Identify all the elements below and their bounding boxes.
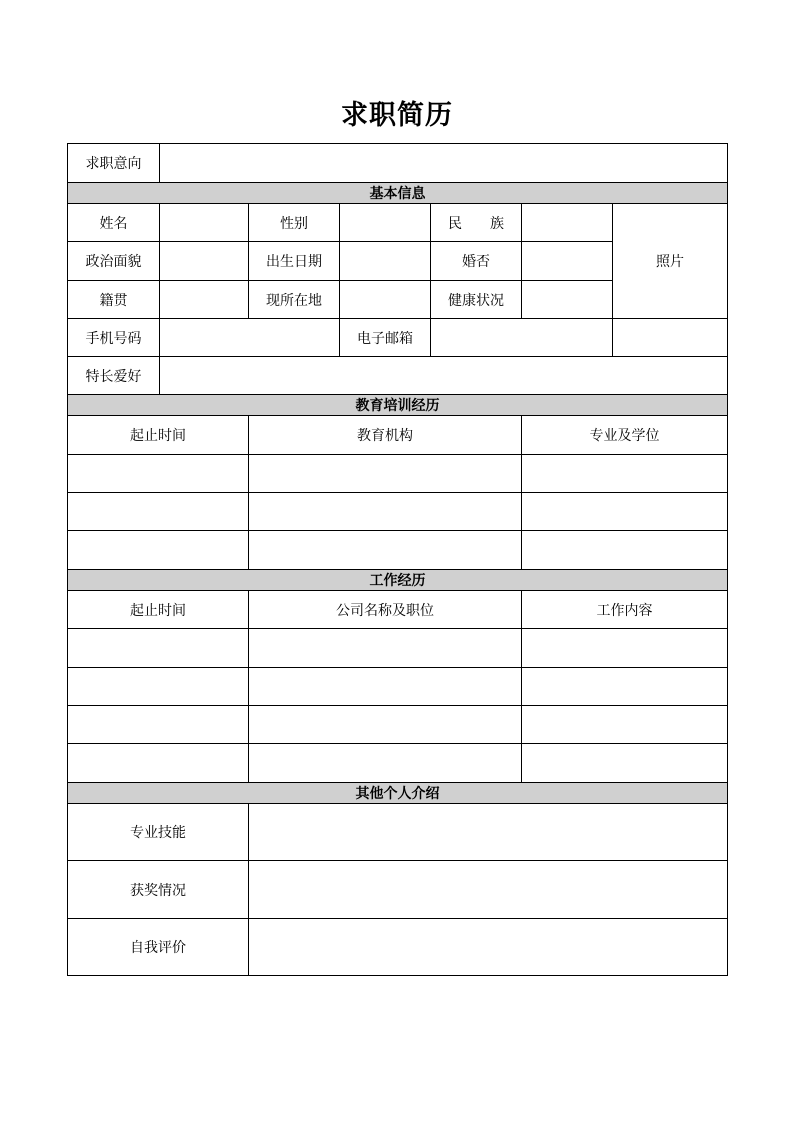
email-label: 电子邮箱 (340, 319, 431, 357)
education-cell-major[interactable] (522, 455, 728, 493)
native-label: 籍贯 (68, 281, 160, 319)
work-col-content: 工作内容 (522, 591, 728, 629)
education-cell-period[interactable] (68, 531, 249, 570)
awards-field[interactable] (249, 861, 728, 919)
basic-info-heading: 基本信息 (68, 183, 728, 204)
marital-label: 婚否 (431, 242, 522, 281)
hobbies-label: 特长爱好 (68, 357, 160, 395)
self-evaluation-field[interactable] (249, 919, 728, 976)
residence-label: 现所在地 (249, 281, 340, 319)
work-cell-content[interactable] (522, 668, 728, 706)
gender-field[interactable] (340, 204, 431, 242)
political-label: 政治面貌 (68, 242, 160, 281)
work-cell-content[interactable] (522, 706, 728, 744)
hobbies-field[interactable] (160, 357, 728, 395)
phone-label: 手机号码 (68, 319, 160, 357)
resume-table (67, 143, 728, 976)
work-cell-company[interactable] (249, 668, 522, 706)
work-col-period: 起止时间 (68, 591, 249, 629)
birth-field[interactable] (340, 242, 431, 281)
education-cell-institution[interactable] (249, 531, 522, 570)
page-title: 求职简历 (341, 100, 453, 131)
education-cell-period[interactable] (68, 455, 249, 493)
photo-box-extension (613, 319, 728, 357)
email-field[interactable] (431, 319, 613, 357)
work-cell-content[interactable] (522, 744, 728, 783)
education-cell-period[interactable] (68, 493, 249, 531)
education-cell-institution[interactable] (249, 455, 522, 493)
gender-label: 性别 (249, 204, 340, 242)
skills-field[interactable] (249, 804, 728, 861)
education-cell-institution[interactable] (249, 493, 522, 531)
phone-field[interactable] (160, 319, 340, 357)
birth-label: 出生日期 (249, 242, 340, 281)
political-field[interactable] (160, 242, 249, 281)
work-cell-period[interactable] (68, 744, 249, 783)
work-heading: 工作经历 (68, 570, 728, 591)
name-field[interactable] (160, 204, 249, 242)
education-cell-major[interactable] (522, 531, 728, 570)
nationality-field[interactable] (522, 204, 613, 242)
work-cell-period[interactable] (68, 668, 249, 706)
health-field[interactable] (522, 281, 613, 319)
nationality-label-text: 民 族 (448, 215, 504, 232)
education-col-period: 起止时间 (68, 416, 249, 455)
work-cell-company[interactable] (249, 629, 522, 668)
residence-field[interactable] (340, 281, 431, 319)
work-col-company: 公司名称及职位 (249, 591, 522, 629)
photo-box[interactable]: 照片 (613, 204, 728, 319)
work-cell-period[interactable] (68, 706, 249, 744)
job-intention-field[interactable] (160, 144, 728, 183)
awards-label: 获奖情况 (68, 861, 249, 919)
other-heading: 其他个人介绍 (68, 783, 728, 804)
education-heading: 教育培训经历 (68, 395, 728, 416)
skills-label: 专业技能 (68, 804, 249, 861)
work-cell-company[interactable] (249, 744, 522, 783)
education-col-major: 专业及学位 (522, 416, 728, 455)
education-col-institution: 教育机构 (249, 416, 522, 455)
self-evaluation-label: 自我评价 (68, 919, 249, 976)
marital-field[interactable] (522, 242, 613, 281)
name-label: 姓名 (68, 204, 160, 242)
work-cell-content[interactable] (522, 629, 728, 668)
health-label: 健康状况 (431, 281, 522, 319)
native-field[interactable] (160, 281, 249, 319)
nationality-label (431, 204, 522, 242)
work-cell-company[interactable] (249, 706, 522, 744)
education-cell-major[interactable] (522, 493, 728, 531)
work-cell-period[interactable] (68, 629, 249, 668)
job-intention-label: 求职意向 (68, 144, 160, 183)
